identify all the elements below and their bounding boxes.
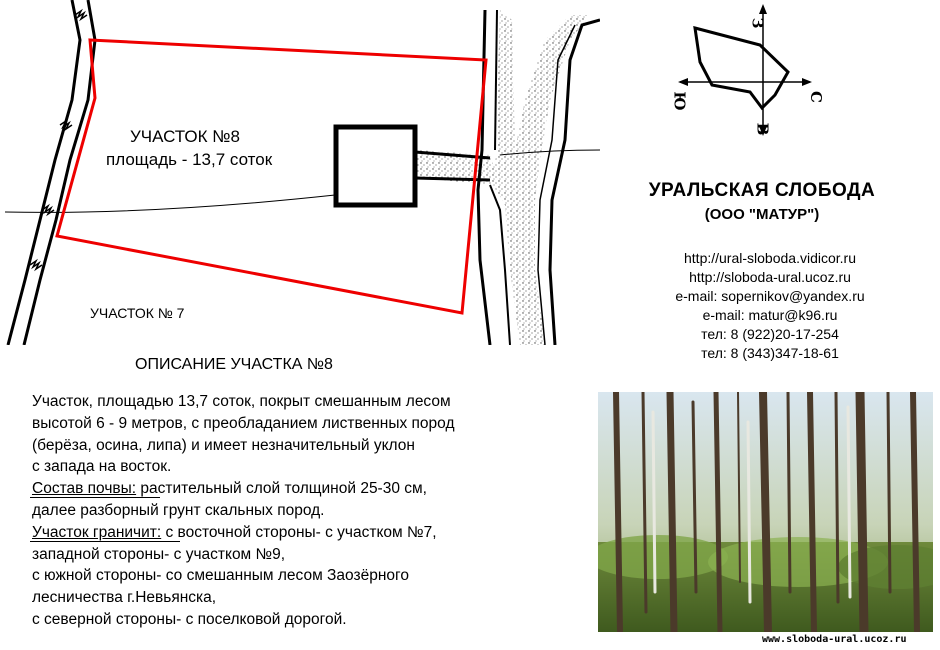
neighbor-plot-label: УЧАСТОК № 7 — [90, 305, 185, 321]
left-road-edge — [8, 0, 80, 345]
fence-marker — [30, 261, 42, 269]
contact-email[interactable]: e-mail: sopernikov@yandex.ru — [675, 288, 865, 304]
watermark: www.sloboda-ural.ucoz.ru — [762, 634, 907, 645]
company-legal-name: (ООО "МАТУР") — [704, 206, 820, 223]
contacts-block — [640, 249, 900, 363]
compass-west-label: Ю — [670, 91, 689, 111]
border-label: Участок граничит: — [32, 523, 162, 541]
compass-east-label: С — [806, 91, 825, 103]
description-line: с запада на восток. — [32, 458, 172, 476]
border-text: с восточной стороны- с участком №7, — [161, 523, 437, 541]
contact-phone: тел: 8 (343)347-18-61 — [701, 345, 839, 361]
road-line — [495, 10, 497, 150]
compass-diagram — [660, 0, 830, 145]
terrain-outline — [695, 28, 788, 108]
description-line: западной стороны- с участком №9, — [32, 545, 286, 563]
contact-phone: тел: 8 (922)20-17-254 — [701, 326, 839, 342]
arrow-east-icon — [802, 78, 812, 86]
description-line: (берёза, осина, липа) и имеет незначительный уклон — [32, 436, 415, 454]
compass-north-label: З — [748, 17, 767, 29]
description-line: с южной стороны- со смешанным лесом Заозёрного — [32, 567, 409, 585]
driveway-line — [415, 178, 490, 180]
soil-label: Состав почвы: — [32, 480, 137, 498]
description-title: ОПИСАНИЕ УЧАСТКА №8 — [135, 356, 333, 373]
fence-marker — [75, 11, 87, 19]
thin-line — [5, 195, 335, 212]
arrow-north-icon — [759, 4, 767, 14]
description-line: Участок, площадью 13,7 соток, покрыт смешанным лесом — [32, 393, 451, 410]
plot-map — [0, 0, 600, 345]
contact-link[interactable]: http://sloboda-ural.ucoz.ru — [689, 269, 851, 285]
left-road-edge — [24, 0, 95, 345]
plot-label: УЧАСТОК №8 — [130, 127, 240, 146]
building — [336, 127, 415, 205]
soil-text: растительный слой толщиной 25-30 см, — [136, 480, 427, 498]
underline-rule — [30, 497, 160, 498]
compass-south-label: В — [753, 122, 772, 136]
contact-email[interactable]: e-mail: matur@k96.ru — [702, 307, 838, 323]
company-name: УРАЛЬСКАЯ СЛОБОДА — [648, 180, 876, 201]
description-line: высотой 6 - 9 метров, с преобладанием лиственных пород — [32, 414, 455, 432]
arrow-west-icon — [678, 78, 688, 86]
underline-rule — [30, 541, 180, 542]
plot-area: площадь - 13,7 соток — [106, 150, 273, 169]
contact-link[interactable]: http://ural-sloboda.vidicor.ru — [684, 250, 856, 266]
fence-marker — [60, 121, 72, 129]
description-line: далее разборный грунт скальных пород. — [32, 501, 325, 519]
description-line: с северной стороны- с поселковой дорогой. — [32, 610, 347, 628]
description-text — [32, 391, 587, 631]
forest-photo — [598, 392, 933, 632]
description-line: лесничества г.Невьянска, — [32, 589, 217, 607]
